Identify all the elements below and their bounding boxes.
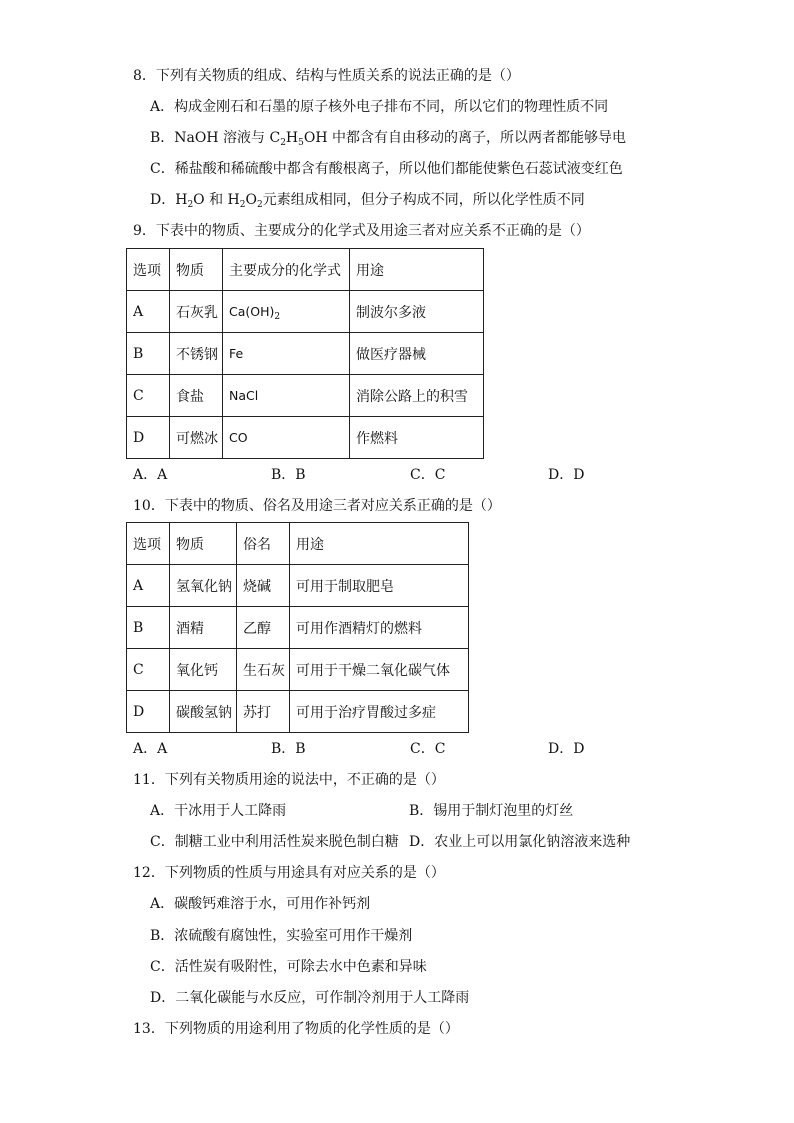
question-10-stem: 10．下表中的物质、俗名及用途三者对应关系正确的是（） <box>133 498 501 514</box>
table-cell: 可用于治疗胃酸过多症 <box>290 691 469 733</box>
table-cell: NaCl <box>223 375 350 417</box>
table-cell: 碳酸氢钠 <box>170 691 237 733</box>
table-cell: 选项 <box>127 523 170 565</box>
question-10-answer-a: A．A <box>133 741 168 757</box>
table-cell: A <box>127 565 170 607</box>
table-header-row <box>127 523 469 565</box>
question-9-answer-c: C．C <box>410 467 446 483</box>
question-13-stem: 13．下列物质的用途利用了物质的化学性质的是（） <box>133 1021 459 1037</box>
table-cell: 酒精 <box>170 607 237 649</box>
table-row <box>127 291 484 333</box>
table-cell: D <box>127 417 170 459</box>
table-cell: 消除公路上的积雪 <box>350 375 484 417</box>
question-8-stem: 8．下列有关物质的组成、结构与性质关系的说法正确的是（） <box>133 68 520 84</box>
table-cell: 俗名 <box>237 523 290 565</box>
table-cell: 物质 <box>170 523 237 565</box>
table-cell: 物质 <box>170 249 223 291</box>
question-11-option-c: C．制糖工业中利用活性炭来脱色制白糖 <box>150 834 399 850</box>
table-cell: B <box>127 333 170 375</box>
table-cell: 不锈钢 <box>170 333 223 375</box>
question-11-option-a: A．干冰用于人工降雨 <box>150 803 287 819</box>
question-11-option-d: D．农业上可以用氯化钠溶液来选种 <box>409 834 631 850</box>
question-12-option-a: A．碳酸钙难溶于水，可用作补钙剂 <box>150 896 371 912</box>
table-cell: 可用于制取肥皂 <box>290 565 469 607</box>
table-cell: 主要成分的化学式 <box>223 249 350 291</box>
table-row <box>127 417 484 459</box>
table-cell: CO <box>223 417 350 459</box>
table-row <box>127 691 469 733</box>
table-cell: C <box>127 375 170 417</box>
table-cell: 苏打 <box>237 691 290 733</box>
question-9-answer-d: D．D <box>548 467 585 483</box>
table-cell: Fe <box>223 333 350 375</box>
table-cell: 生石灰 <box>237 649 290 691</box>
table-cell: $Ca(OH)_2$ <box>223 291 350 333</box>
table-cell: 作燃料 <box>350 417 484 459</box>
question-12-option-d: D．二氧化碳能与水反应，可作制冷剂用于人工降雨 <box>150 990 470 1006</box>
question-12-stem: 12．下列物质的性质与用途具有对应关系的是（） <box>133 865 445 881</box>
question-12-option-c: C．活性炭有吸附性，可除去水中色素和异味 <box>150 959 427 975</box>
table-cell: D <box>127 691 170 733</box>
table-row <box>127 565 469 607</box>
question-12-option-b: B．浓硫酸有腐蚀性，实验室可用作干燥剂 <box>150 928 413 944</box>
table-cell: 石灰乳 <box>170 291 223 333</box>
question-8-option-c: C．稀盐酸和稀硫酸中都含有酸根离子，所以他们都能使紫色石蕊试液变红色 <box>150 161 623 177</box>
table-cell: 可燃冰 <box>170 417 223 459</box>
question-10-table <box>126 522 469 733</box>
table-row <box>127 607 469 649</box>
table-cell: 用途 <box>290 523 469 565</box>
table-cell: 制波尔多液 <box>350 291 484 333</box>
table-cell: 乙醇 <box>237 607 290 649</box>
table-cell: 烧碱 <box>237 565 290 607</box>
table-row <box>127 333 484 375</box>
table-cell: 食盐 <box>170 375 223 417</box>
question-8-option-a: A．构成金刚石和石墨的原子核外电子排布不同，所以它们的物理性质不同 <box>150 99 609 115</box>
question-8-option-b: B．NaOH 溶液与 $C_2H_5OH$ 中都含有自由移动的离子，所以两者都能够导电 <box>150 130 627 148</box>
table-cell: 氧化钙 <box>170 649 237 691</box>
question-10-answer-d: D．D <box>548 741 585 757</box>
question-9-answer-a: A．A <box>133 467 168 483</box>
table-header-row <box>127 249 484 291</box>
table-row <box>127 649 469 691</box>
question-9-stem: 9．下表中的物质、主要成分的化学式及用途三者对应关系不正确的是（） <box>133 223 590 239</box>
question-10-answer-b: B．B <box>271 741 306 757</box>
table-cell: 选项 <box>127 249 170 291</box>
table-cell: 可用于干燥二氧化碳气体 <box>290 649 469 691</box>
table-cell: B <box>127 607 170 649</box>
question-10-answer-c: C．C <box>410 741 446 757</box>
table-cell: C <box>127 649 170 691</box>
question-9-table <box>126 248 484 459</box>
table-row <box>127 375 484 417</box>
question-11-option-b: B．锡用于制灯泡里的灯丝 <box>409 803 574 819</box>
table-cell: 可用作酒精灯的燃料 <box>290 607 469 649</box>
question-11-stem: 11．下列有关物质用途的说法中，不正确的是（） <box>133 772 445 788</box>
table-cell: 做医疗器械 <box>350 333 484 375</box>
table-cell: 用途 <box>350 249 484 291</box>
question-8-option-d: D．$H_2O$ 和 $H_2O_2$元素组成相同，但分子构成不同，所以化学性质不同 <box>150 192 585 210</box>
table-cell: 氢氧化钠 <box>170 565 237 607</box>
question-9-answer-b: B．B <box>271 467 306 483</box>
table-cell: A <box>127 291 170 333</box>
